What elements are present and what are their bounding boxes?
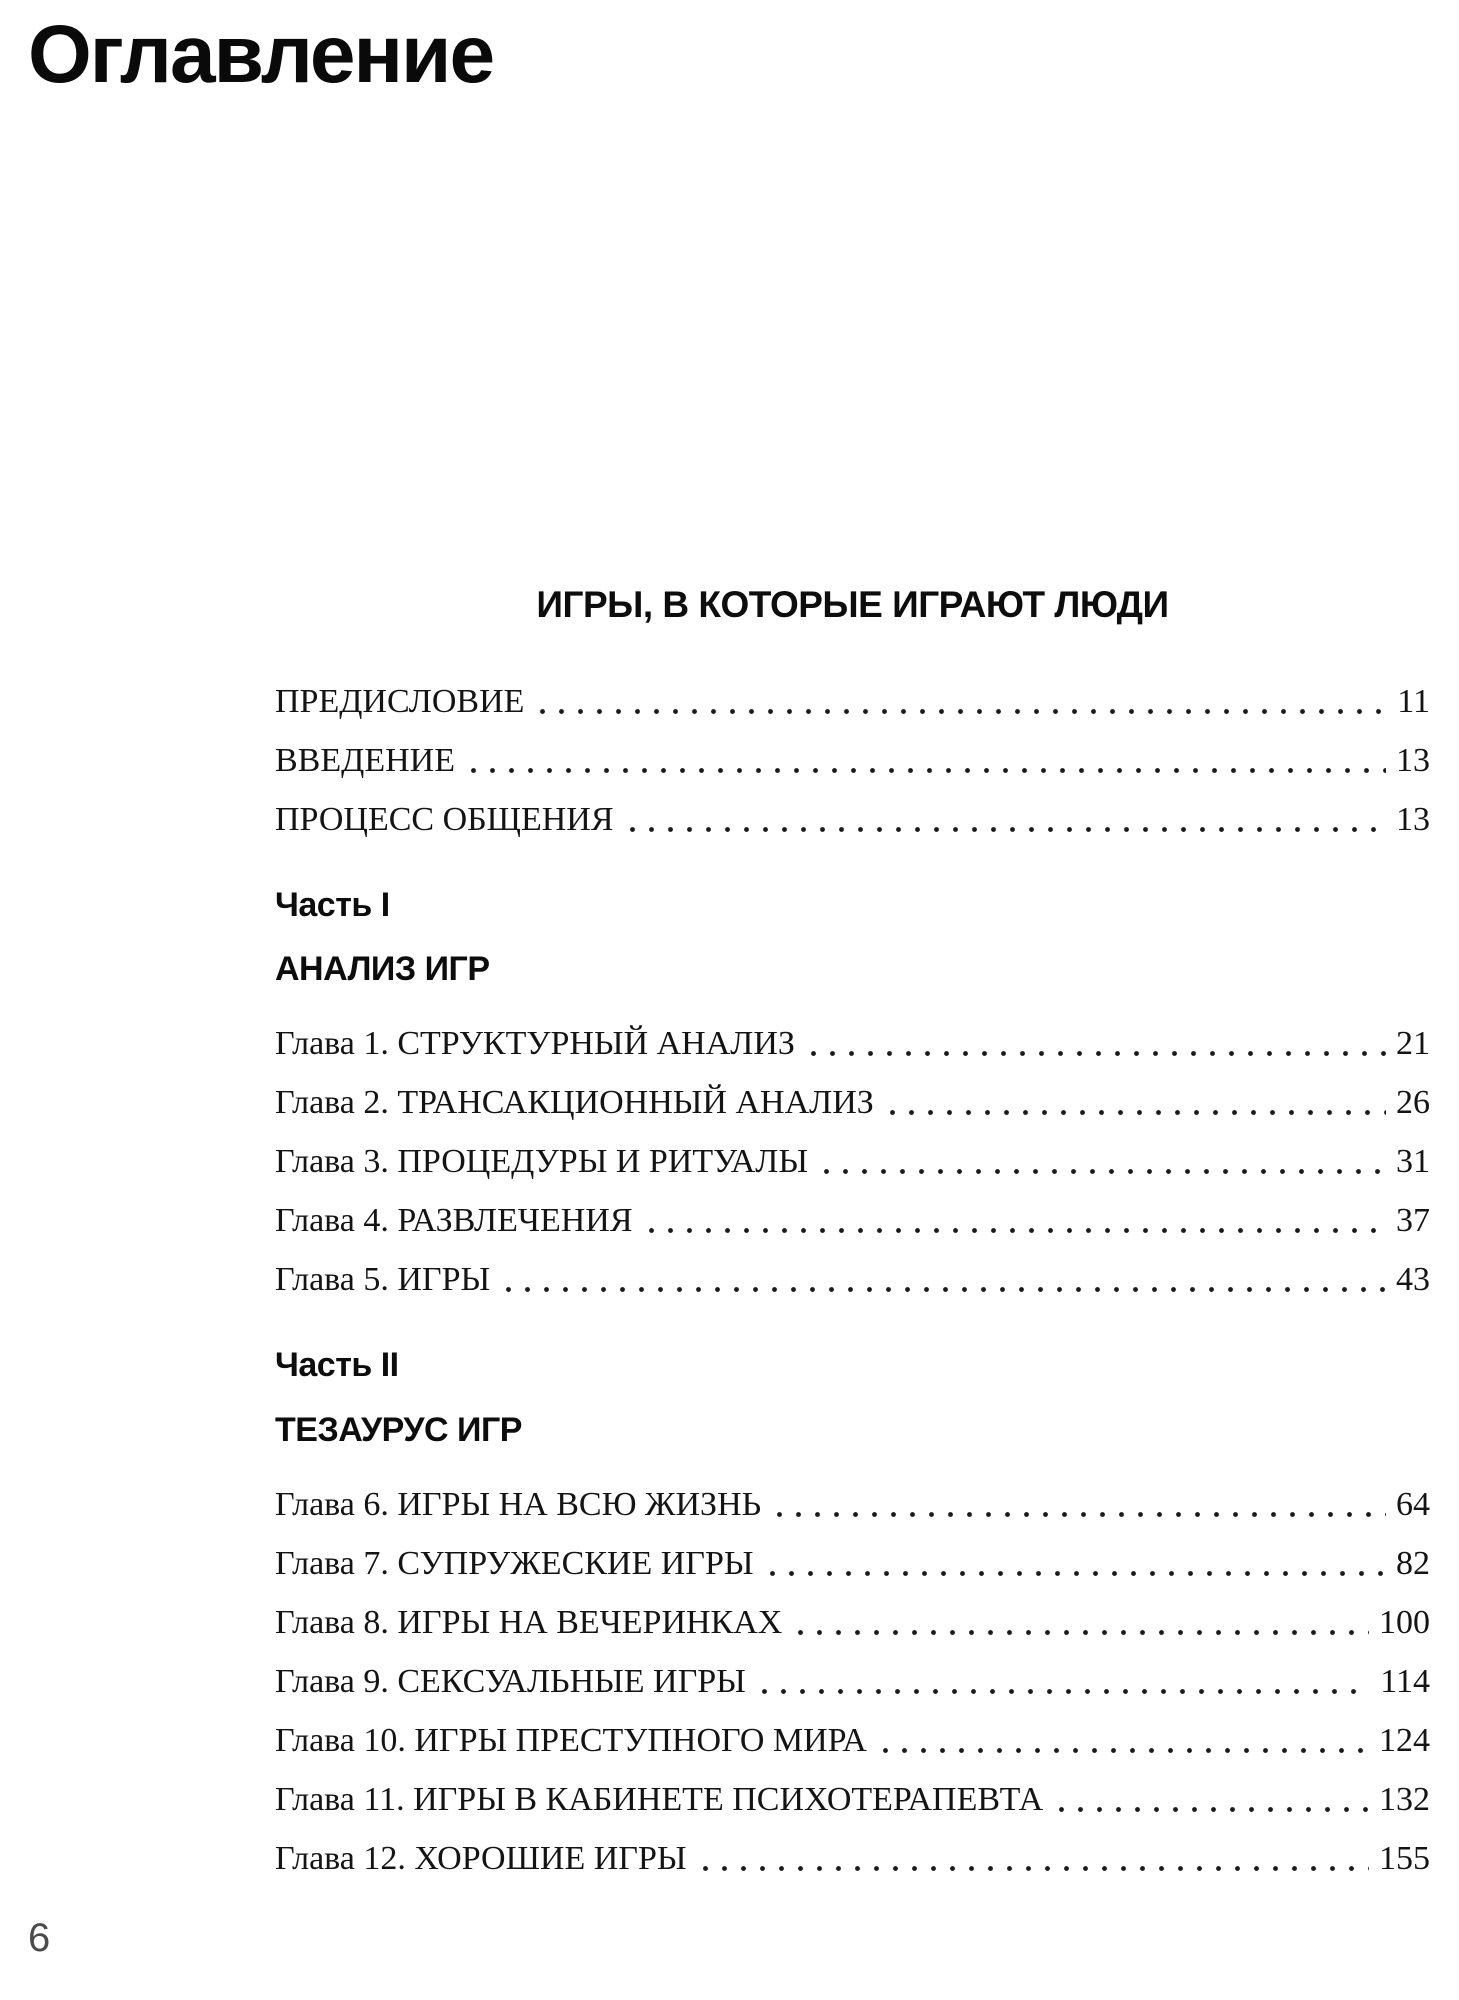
toc-entry-label: Глава 3. ПРОЦЕДУРЫ И РИТУАЛЫ	[275, 1143, 808, 1181]
dot-leader	[763, 1571, 1386, 1576]
toc-entry-page: 132	[1379, 1780, 1430, 1818]
toc-entry	[275, 1758, 1430, 1817]
toc-entry-page: 31	[1396, 1143, 1430, 1181]
part-label: Часть II	[275, 1346, 399, 1385]
toc-entry-label: Глава 12. ХОРОШИЕ ИГРЫ	[275, 1839, 687, 1877]
toc-entry-page: 82	[1396, 1544, 1430, 1582]
toc-entry	[275, 1699, 1430, 1758]
toc-entry	[275, 1522, 1430, 1581]
toc-part-1	[275, 885, 1430, 1298]
part-label: Часть I	[275, 885, 390, 924]
toc-entry-label: Глава 11. ИГРЫ В КАБИНЕТЕ ПСИХОТЕРАПЕВТА	[275, 1780, 1044, 1818]
toc-entry-page: 13	[1396, 800, 1430, 838]
toc	[275, 0, 1430, 1876]
toc-entry-page: 64	[1396, 1485, 1430, 1523]
toc-entry	[275, 1179, 1430, 1238]
dot-leader	[623, 827, 1386, 832]
toc-entry-label: Глава 2. ТРАНСАКЦИОННЫЙ АНАЛИЗ	[275, 1084, 874, 1122]
toc-entry	[275, 1581, 1430, 1640]
toc-entry	[275, 719, 1430, 778]
toc-entry	[275, 778, 1430, 837]
toc-entry	[275, 660, 1430, 719]
toc-entry-page: 43	[1396, 1261, 1430, 1299]
toc-entry-label: ВВЕДЕНИЕ	[275, 741, 455, 779]
toc-chapters	[275, 1463, 1430, 1876]
dot-leader	[883, 1110, 1386, 1115]
toc-entry-label: ПРОЦЕСС ОБЩЕНИЯ	[275, 800, 614, 838]
toc-entry	[275, 1817, 1430, 1876]
dot-leader	[464, 768, 1386, 773]
dot-leader	[1052, 1807, 1369, 1812]
toc-entry-label: Глава 9. СЕКСУАЛЬНЫЕ ИГРЫ	[275, 1662, 746, 1700]
part-title: АНАЛИЗ ИГР	[275, 950, 490, 989]
dot-leader	[817, 1169, 1386, 1174]
dot-leader	[642, 1228, 1386, 1233]
toc-entry-page: 100	[1379, 1603, 1430, 1641]
dot-leader	[533, 709, 1387, 714]
toc-entry-page: 155	[1379, 1839, 1430, 1877]
toc-entry-page: 13	[1396, 741, 1430, 779]
toc-entry	[275, 1120, 1430, 1179]
toc-entry-label: Глава 7. СУПРУЖЕСКИЕ ИГРЫ	[275, 1544, 754, 1582]
toc-entry-page: 124	[1379, 1721, 1430, 1759]
toc-front-matter	[275, 660, 1430, 837]
toc-entry-page: 114	[1380, 1662, 1430, 1700]
toc-entry-page: 37	[1396, 1202, 1430, 1240]
toc-part-2	[275, 1345, 1430, 1876]
dot-leader	[791, 1630, 1369, 1635]
toc-entry-page: 11	[1397, 682, 1430, 720]
toc-entry	[275, 1463, 1430, 1522]
toc-entry-label: Глава 1. СТРУКТУРНЫЙ АНАЛИЗ	[275, 1025, 795, 1063]
dot-leader	[876, 1748, 1369, 1753]
part-title: ТЕЗАУРУС ИГР	[275, 1411, 522, 1450]
toc-entry-label: Глава 8. ИГРЫ НА ВЕЧЕРИНКАХ	[275, 1603, 783, 1641]
toc-entry-label: Глава 4. РАЗВЛЕЧЕНИЯ	[275, 1202, 633, 1240]
toc-entry-label: Глава 10. ИГРЫ ПРЕСТУПНОГО МИРА	[275, 1721, 867, 1759]
dot-leader	[499, 1287, 1386, 1292]
dot-leader	[696, 1866, 1369, 1871]
folio-page-number: 6	[28, 1916, 51, 1960]
toc-chapters	[275, 1002, 1430, 1297]
dot-leader	[804, 1051, 1386, 1056]
toc-entry	[275, 1002, 1430, 1061]
toc-entry	[275, 1640, 1430, 1699]
toc-entry-label: Глава 5. ИГРЫ	[275, 1261, 491, 1299]
toc-entry-page: 21	[1396, 1025, 1430, 1063]
dot-leader	[755, 1689, 1370, 1694]
toc-entry-page: 26	[1396, 1084, 1430, 1122]
book-title: ИГРЫ, В КОТОРЫЕ ИГРАЮТ ЛЮДИ	[536, 584, 1169, 625]
toc-entry	[275, 1238, 1430, 1297]
toc-entry-label: ПРЕДИСЛОВИЕ	[275, 682, 525, 720]
toc-entry-label: Глава 6. ИГРЫ НА ВСЮ ЖИЗНЬ	[275, 1485, 762, 1523]
page-title: Оглавление	[28, 9, 494, 100]
dot-leader	[770, 1512, 1386, 1517]
toc-entry	[275, 1061, 1430, 1120]
